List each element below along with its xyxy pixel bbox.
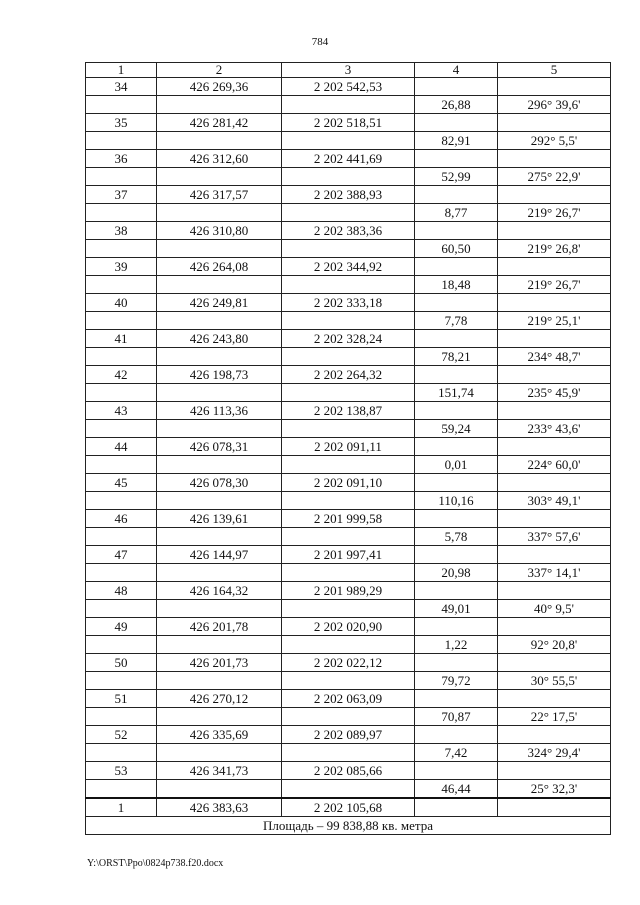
point-number-cell: 45 [86,474,157,492]
bearing-cell: 275° 22,9' [498,168,611,186]
distance-cell: 20,98 [415,564,498,582]
y-coordinate-cell [282,528,415,546]
point-number-cell: 34 [86,78,157,96]
bearing-cell [498,798,611,817]
y-coordinate-cell [282,348,415,366]
distance-cell: 26,88 [415,96,498,114]
point-number-cell: 48 [86,582,157,600]
y-coordinate-cell: 2 202 328,24 [282,330,415,348]
y-coordinate-cell: 2 202 518,51 [282,114,415,132]
table-row [86,528,611,546]
x-coordinate-cell: 426 270,12 [157,690,282,708]
table-row [86,114,611,132]
table-row [86,384,611,402]
y-coordinate-cell [282,744,415,762]
distance-cell: 151,74 [415,384,498,402]
y-coordinate-cell: 2 202 542,53 [282,78,415,96]
distance-cell [415,762,498,780]
point-number-cell: 1 [86,798,157,817]
point-number-cell: 44 [86,438,157,456]
bearing-cell [498,258,611,276]
y-coordinate-cell [282,168,415,186]
bearing-cell: 92° 20,8' [498,636,611,654]
x-coordinate-cell [157,456,282,474]
distance-cell: 18,48 [415,276,498,294]
bearing-cell: 219° 26,8' [498,240,611,258]
point-number-cell: 35 [86,114,157,132]
distance-cell: 82,91 [415,132,498,150]
distance-cell [415,510,498,528]
point-number-cell [86,168,157,186]
distance-cell: 5,78 [415,528,498,546]
y-coordinate-cell [282,132,415,150]
distance-cell [415,582,498,600]
x-coordinate-cell: 426 269,36 [157,78,282,96]
x-coordinate-cell [157,708,282,726]
x-coordinate-cell: 426 281,42 [157,114,282,132]
bearing-cell [498,150,611,168]
distance-cell: 110,16 [415,492,498,510]
y-coordinate-cell: 2 201 999,58 [282,510,415,528]
table-row [86,402,611,420]
y-coordinate-cell [282,780,415,799]
point-number-cell: 47 [86,546,157,564]
distance-cell: 70,87 [415,708,498,726]
point-number-cell: 42 [86,366,157,384]
x-coordinate-cell: 426 335,69 [157,726,282,744]
area-total-cell: Площадь – 99 838,88 кв. метра [86,817,611,835]
distance-cell [415,222,498,240]
bearing-cell: 337° 14,1' [498,564,611,582]
table-row [86,276,611,294]
bearing-cell [498,186,611,204]
x-coordinate-cell [157,312,282,330]
distance-cell [415,114,498,132]
y-coordinate-cell [282,312,415,330]
point-number-cell: 41 [86,330,157,348]
closing-point-row [86,798,611,817]
x-coordinate-cell: 426 144,97 [157,546,282,564]
x-coordinate-cell [157,420,282,438]
table-row [86,438,611,456]
header-cell: 1 [86,63,157,78]
bearing-cell: 40° 9,5' [498,600,611,618]
x-coordinate-cell: 426 317,57 [157,186,282,204]
page-number: 784 [311,36,329,48]
point-number-cell: 37 [86,186,157,204]
point-number-cell: 53 [86,762,157,780]
y-coordinate-cell: 2 202 344,92 [282,258,415,276]
y-coordinate-cell [282,708,415,726]
y-coordinate-cell [282,276,415,294]
bearing-cell [498,222,611,240]
table-row [86,672,611,690]
distance-cell: 59,24 [415,420,498,438]
point-number-cell [86,240,157,258]
bearing-cell [498,78,611,96]
distance-cell [415,618,498,636]
y-coordinate-cell: 2 202 085,66 [282,762,415,780]
distance-cell: 49,01 [415,600,498,618]
x-coordinate-cell: 426 264,08 [157,258,282,276]
distance-cell [415,150,498,168]
distance-cell [415,546,498,564]
bearing-cell [498,762,611,780]
x-coordinate-cell: 426 383,63 [157,798,282,817]
point-number-cell: 40 [86,294,157,312]
point-number-cell: 39 [86,258,157,276]
y-coordinate-cell: 2 202 138,87 [282,402,415,420]
bearing-cell [498,690,611,708]
distance-cell: 60,50 [415,240,498,258]
x-coordinate-cell [157,600,282,618]
x-coordinate-cell [157,528,282,546]
table-row [86,510,611,528]
y-coordinate-cell: 2 202 091,10 [282,474,415,492]
distance-cell [415,78,498,96]
y-coordinate-cell [282,240,415,258]
table-row [86,708,611,726]
point-number-cell [86,96,157,114]
distance-cell: 1,22 [415,636,498,654]
y-coordinate-cell: 2 202 441,69 [282,150,415,168]
distance-cell: 8,77 [415,204,498,222]
distance-cell [415,330,498,348]
x-coordinate-cell [157,132,282,150]
x-coordinate-cell [157,780,282,799]
x-coordinate-cell: 426 249,81 [157,294,282,312]
table-row [86,96,611,114]
table-row [86,222,611,240]
y-coordinate-cell [282,600,415,618]
bearing-cell [498,510,611,528]
point-number-cell [86,636,157,654]
distance-cell [415,402,498,420]
point-number-cell [86,600,157,618]
point-number-cell [86,132,157,150]
x-coordinate-cell: 426 312,60 [157,150,282,168]
bearing-cell: 219° 26,7' [498,204,611,222]
x-coordinate-cell: 426 113,36 [157,402,282,420]
table-row [86,582,611,600]
table-row [86,690,611,708]
y-coordinate-cell: 2 202 105,68 [282,798,415,817]
table-row [86,546,611,564]
bearing-cell: 337° 57,6' [498,528,611,546]
x-coordinate-cell [157,276,282,294]
point-number-cell [86,492,157,510]
bearing-cell: 235° 45,9' [498,384,611,402]
table-row [86,366,611,384]
bearing-cell: 233° 43,6' [498,420,611,438]
bearing-cell [498,582,611,600]
x-coordinate-cell [157,384,282,402]
table-row [86,168,611,186]
y-coordinate-cell: 2 202 333,18 [282,294,415,312]
table-row [86,492,611,510]
point-number-cell [86,348,157,366]
bearing-cell: 219° 26,7' [498,276,611,294]
bearing-cell [498,114,611,132]
table-row [86,240,611,258]
y-coordinate-cell: 2 202 388,93 [282,186,415,204]
point-number-cell [86,528,157,546]
point-number-cell [86,276,157,294]
y-coordinate-cell: 2 202 020,90 [282,618,415,636]
table-row [86,330,611,348]
distance-cell [415,438,498,456]
x-coordinate-cell [157,672,282,690]
header-cell: 2 [157,63,282,78]
table-row [86,600,611,618]
distance-cell [415,726,498,744]
x-coordinate-cell: 426 139,61 [157,510,282,528]
header-cell: 5 [498,63,611,78]
table-row [86,420,611,438]
distance-cell [415,654,498,672]
bearing-cell: 22° 17,5' [498,708,611,726]
bearing-cell [498,654,611,672]
x-coordinate-cell [157,564,282,582]
bearing-cell: 324° 29,4' [498,744,611,762]
x-coordinate-cell [157,348,282,366]
header-cell: 3 [282,63,415,78]
bearing-cell: 303° 49,1' [498,492,611,510]
distance-cell: 79,72 [415,672,498,690]
point-number-cell: 38 [86,222,157,240]
table-row [86,456,611,474]
y-coordinate-cell: 2 202 089,97 [282,726,415,744]
y-coordinate-cell [282,672,415,690]
bearing-cell [498,294,611,312]
y-coordinate-cell: 2 202 022,12 [282,654,415,672]
bearing-cell [498,438,611,456]
distance-cell [415,690,498,708]
bearing-cell: 219° 25,1' [498,312,611,330]
point-number-cell: 49 [86,618,157,636]
table-header-row [86,63,611,78]
x-coordinate-cell [157,636,282,654]
bearing-cell: 224° 60,0' [498,456,611,474]
distance-cell: 7,42 [415,744,498,762]
point-number-cell: 52 [86,726,157,744]
table-row [86,294,611,312]
point-number-cell [86,204,157,222]
x-coordinate-cell: 426 310,80 [157,222,282,240]
x-coordinate-cell [157,204,282,222]
bearing-cell [498,474,611,492]
table-row [86,150,611,168]
bearing-cell: 296° 39,6' [498,96,611,114]
table-row [86,564,611,582]
distance-cell: 46,44 [415,780,498,799]
y-coordinate-cell [282,96,415,114]
table-row [86,258,611,276]
table-row [86,132,611,150]
table-row [86,78,611,96]
table-row [86,186,611,204]
y-coordinate-cell [282,456,415,474]
distance-cell [415,258,498,276]
x-coordinate-cell: 426 243,80 [157,330,282,348]
y-coordinate-cell [282,420,415,438]
table-row [86,762,611,780]
x-coordinate-cell: 426 341,73 [157,762,282,780]
point-number-cell [86,672,157,690]
table-row [86,654,611,672]
table-row [86,744,611,762]
bearing-cell [498,726,611,744]
distance-cell: 52,99 [415,168,498,186]
distance-cell [415,186,498,204]
x-coordinate-cell: 426 198,73 [157,366,282,384]
distance-cell [415,294,498,312]
table-row [86,348,611,366]
point-number-cell: 43 [86,402,157,420]
table-row [86,618,611,636]
x-coordinate-cell: 426 201,73 [157,654,282,672]
point-number-cell [86,312,157,330]
y-coordinate-cell: 2 202 383,36 [282,222,415,240]
y-coordinate-cell: 2 202 091,11 [282,438,415,456]
y-coordinate-cell: 2 202 264,32 [282,366,415,384]
bearing-cell: 292° 5,5' [498,132,611,150]
table-row [86,312,611,330]
x-coordinate-cell [157,492,282,510]
x-coordinate-cell: 426 164,32 [157,582,282,600]
bearing-cell [498,546,611,564]
distance-cell [415,474,498,492]
y-coordinate-cell [282,204,415,222]
y-coordinate-cell [282,564,415,582]
y-coordinate-cell [282,636,415,654]
distance-cell [415,366,498,384]
x-coordinate-cell: 426 078,31 [157,438,282,456]
bearing-cell: 234° 48,7' [498,348,611,366]
point-number-cell: 51 [86,690,157,708]
bearing-cell [498,618,611,636]
coordinates-table [85,62,611,835]
point-number-cell [86,744,157,762]
point-number-cell [86,420,157,438]
bearing-cell [498,366,611,384]
x-coordinate-cell [157,168,282,186]
bearing-cell [498,402,611,420]
table-row [86,726,611,744]
area-row [86,817,611,835]
point-number-cell [86,384,157,402]
point-number-cell [86,780,157,799]
x-coordinate-cell: 426 201,78 [157,618,282,636]
bearing-cell: 25° 32,3' [498,780,611,799]
bearing-cell [498,330,611,348]
point-number-cell: 46 [86,510,157,528]
header-cell: 4 [415,63,498,78]
file-path-footer: Y:\ORST\Ppo\0824p738.f20.docx [87,858,224,869]
y-coordinate-cell [282,492,415,510]
distance-cell: 78,21 [415,348,498,366]
y-coordinate-cell: 2 201 997,41 [282,546,415,564]
y-coordinate-cell [282,384,415,402]
table-row [86,780,611,799]
distance-cell: 7,78 [415,312,498,330]
y-coordinate-cell: 2 201 989,29 [282,582,415,600]
point-number-cell: 36 [86,150,157,168]
y-coordinate-cell: 2 202 063,09 [282,690,415,708]
point-number-cell [86,456,157,474]
table-row [86,204,611,222]
distance-cell: 0,01 [415,456,498,474]
point-number-cell [86,564,157,582]
x-coordinate-cell: 426 078,30 [157,474,282,492]
point-number-cell [86,708,157,726]
x-coordinate-cell [157,240,282,258]
x-coordinate-cell [157,96,282,114]
bearing-cell: 30° 55,5' [498,672,611,690]
table-row [86,474,611,492]
table-row [86,636,611,654]
distance-cell [415,798,498,817]
point-number-cell: 50 [86,654,157,672]
x-coordinate-cell [157,744,282,762]
